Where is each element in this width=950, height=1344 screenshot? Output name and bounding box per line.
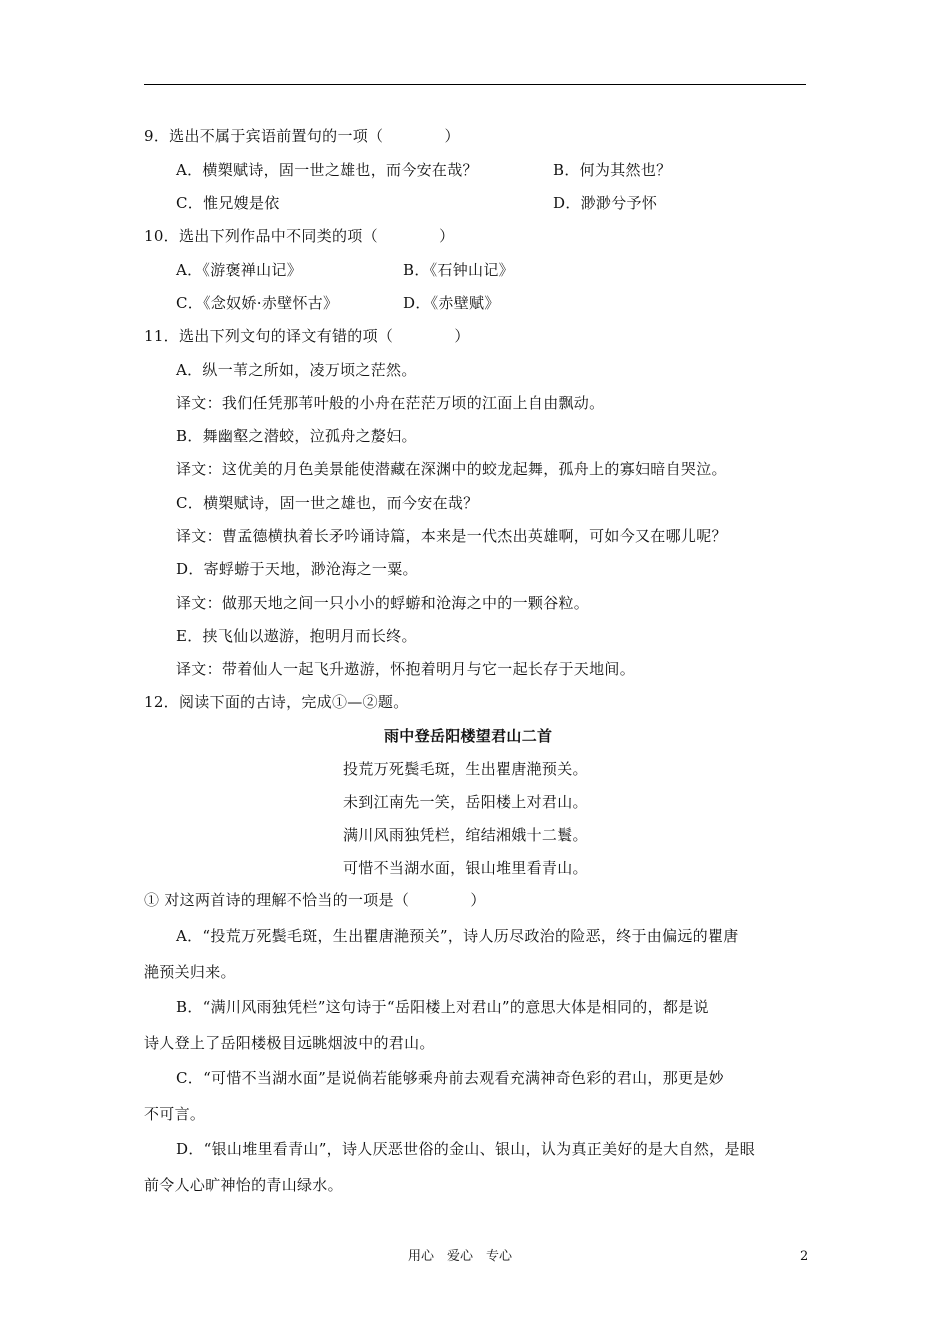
question-11-translation-b: 译文：这优美的月色美景能使潜藏在深渊中的蛟龙起舞，孤舟上的寡妇暗自哭泣。 xyxy=(176,460,727,478)
question-9-option-c: C．惟兄嫂是依 xyxy=(176,194,280,212)
question-10-option-b: B．《石钟山记》 xyxy=(403,261,514,279)
question-11-translation-c: 译文：曹孟德横执着长矛吟诵诗篇，本来是一代杰出英雄啊，可如今又在哪儿呢？ xyxy=(176,527,727,545)
poem-title: 雨中登岳阳楼望君山二首 xyxy=(384,727,553,745)
sub-question-1-option-c: C．“可惜不当湖水面”是说倘若能够乘舟前去观看充满神奇色彩的君山，那更是妙 xyxy=(176,1069,724,1087)
question-11-translation-e: 译文：带着仙人一起飞升遨游，怀抱着明月与它一起长存于天地间。 xyxy=(176,660,636,678)
question-9-option-a: A．横槊赋诗，固一世之雄也，而今安在哉？ xyxy=(176,161,478,179)
question-9-option-d: D．渺渺兮予怀 xyxy=(553,194,658,212)
question-9-stem: 9．选出不属于宾语前置句的一项（ ） xyxy=(144,127,460,145)
question-11-translation-a: 译文：我们任凭那苇叶般的小舟在茫茫万顷的江面上自由飘动。 xyxy=(176,394,605,412)
sub-question-1-option-c-cont: 不可言。 xyxy=(144,1105,206,1123)
question-11-translation-d: 译文：做那天地之间一只小小的蜉蝣和沧海之中的一颗谷粒。 xyxy=(176,594,590,612)
poem-line: 满川风雨独凭栏，绾结湘娥十二鬟。 xyxy=(343,826,588,844)
sub-question-1-option-a-cont: 滟预关归来。 xyxy=(144,963,236,981)
poem-line: 投荒万死鬓毛斑，生出瞿唐滟预关。 xyxy=(343,760,588,778)
question-11-option-c: C．横槊赋诗，固一世之雄也，而今安在哉？ xyxy=(176,494,479,512)
sub-question-1-option-b: B．“满川风雨独凭栏”这句诗于“岳阳楼上对君山”的意思大体是相同的，都是说 xyxy=(176,998,709,1016)
sub-question-1-stem: ① 对这两首诗的理解不恰当的一项是（ ） xyxy=(144,891,486,909)
question-9-option-b: B．何为其然也？ xyxy=(553,161,672,179)
question-10-option-a: A．《游褒禅山记》 xyxy=(176,261,303,279)
question-10-stem: 10．选出下列作品中不同类的项（ ） xyxy=(144,227,455,245)
question-11-option-e: E．挟飞仙以遨游，抱明月而长终。 xyxy=(176,627,417,645)
question-11-stem: 11．选出下列文句的译文有错的项（ ） xyxy=(144,327,470,345)
page-number: 2 xyxy=(800,1249,809,1264)
sub-question-1-option-d-cont: 前令人心旷神怡的青山绿水。 xyxy=(144,1176,343,1194)
question-11-option-d: D．寄蜉蝣于天地，渺沧海之一粟。 xyxy=(176,560,418,578)
sub-question-1-option-d: D．“银山堆里看青山”，诗人厌恶世俗的金山、银山，认为真正美好的是大自然，是眼 xyxy=(176,1140,756,1158)
question-10-option-d: D．《赤壁赋》 xyxy=(403,294,500,312)
sub-question-1-option-b-cont: 诗人登上了岳阳楼极目远眺烟波中的君山。 xyxy=(144,1034,435,1052)
header-rule xyxy=(144,84,806,85)
question-11-option-b: B．舞幽壑之潜蛟，泣孤舟之嫠妇。 xyxy=(176,427,417,445)
question-12-stem: 12．阅读下面的古诗，完成①—②题。 xyxy=(144,693,409,711)
question-10-option-c: C．《念奴娇·赤壁怀古》 xyxy=(176,294,339,312)
sub-question-1-option-a: A．“投荒万死鬓毛斑，生出瞿唐滟预关”，诗人历尽政治的险恶，终于由偏远的瞿唐 xyxy=(176,927,739,945)
poem-line: 可惜不当湖水面，银山堆里看青山。 xyxy=(343,859,588,877)
poem-line: 未到江南先一笑，岳阳楼上对君山。 xyxy=(343,793,588,811)
question-11-option-a: A．纵一苇之所如，凌万顷之茫然。 xyxy=(176,361,417,379)
footer-motto: 用心 爱心 专心 xyxy=(408,1249,513,1264)
